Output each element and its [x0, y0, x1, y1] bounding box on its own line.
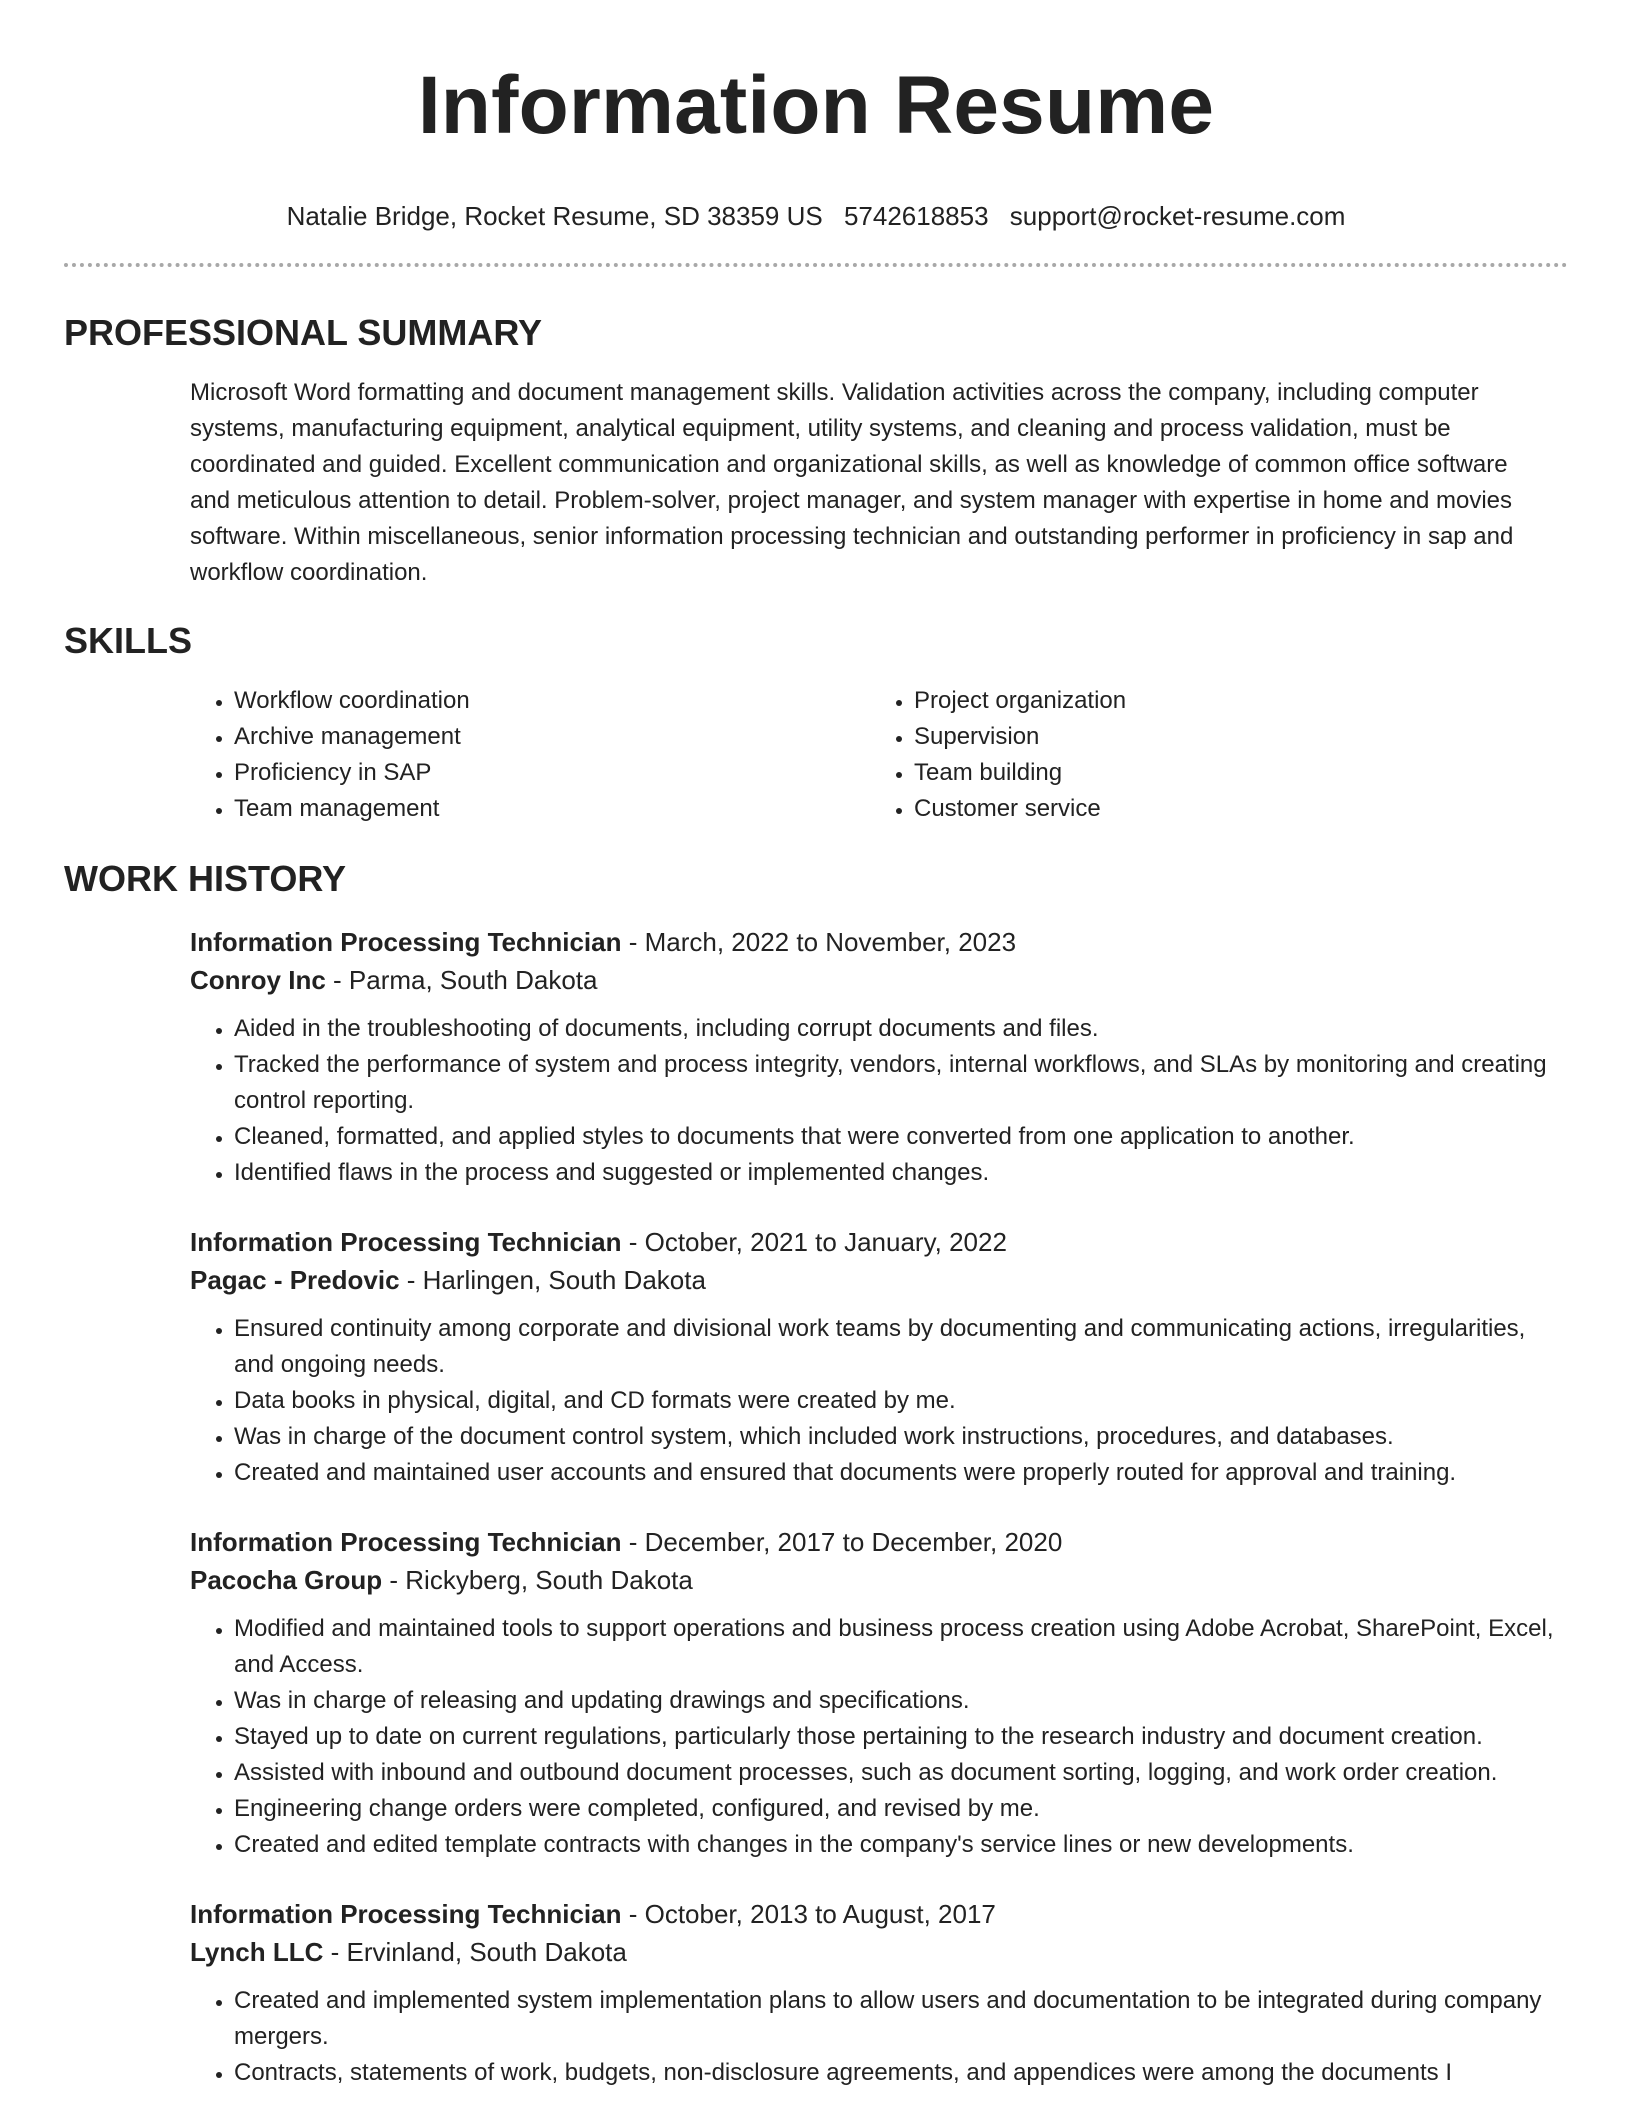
- job-company-line: [190, 961, 1568, 999]
- skill-item: • Workflow coordination: [234, 683, 870, 719]
- skills-column-left: [190, 683, 870, 827]
- job-bullets: [190, 1011, 1568, 1191]
- job-company: Lynch LLC: [190, 1937, 324, 1967]
- summary-heading: PROFESSIONAL SUMMARY: [64, 312, 543, 353]
- job-bullet: • Was in charge of the document control system, which included work instructions, procedures, and databases.: [234, 1419, 1568, 1455]
- contact-email: support@rocket-resume.com: [1009, 201, 1346, 231]
- summary-text: Microsoft Word formatting and document management skills. Validation activities across the company, including computer systems, manufacturing equipment, analytical equipment, utility systems, and cleaning and process validation, must be coordinated and guided. Excellent communication and organizational skills, as well as knowledge of common office software and meticulous attention to detail. Problem-solver, project manager, and system manager with expertise in home and movies software. Within miscellaneous, senior information processing technician and outstanding performer in proficiency in sap and workflow coordination.: [190, 379, 1514, 586]
- job-bullets: [190, 1311, 1568, 1491]
- work-history-section: [64, 857, 1568, 2091]
- resume-title: Information Resume: [417, 60, 1215, 151]
- job-title-line: [190, 1223, 1568, 1261]
- skill-item: • Team building: [914, 755, 1550, 791]
- job-company: Pacocha Group: [190, 1565, 383, 1595]
- job-bullet: • Stayed up to date on current regulations, particularly those pertaining to the research industry and document creation.: [234, 1719, 1568, 1755]
- job-title-line: [190, 923, 1568, 961]
- job-bullet: • Modified and maintained tools to support operations and business process creation using Adobe Acrobat, SharePoint, Excel, and Access.: [234, 1611, 1568, 1683]
- skill-item: • Supervision: [914, 719, 1550, 755]
- job-bullet: • Data books in physical, digital, and CD formats were created by me.: [234, 1383, 1568, 1419]
- job-company: Conroy Inc: [190, 965, 326, 995]
- summary-section: [64, 311, 1568, 591]
- job-company-line: [190, 1561, 1568, 1599]
- contact-phone: 5742618853: [843, 201, 989, 231]
- skills-section: [64, 619, 1568, 827]
- job-bullet: • Ensured continuity among corporate and divisional work teams by documenting and communicating actions, irregularities, and ongoing needs.: [234, 1311, 1568, 1383]
- job-location: - Rickyberg, South Dakota: [382, 1565, 693, 1595]
- job-bullets: [190, 1611, 1568, 1863]
- job-title: Information Processing Technician: [190, 1227, 622, 1257]
- job-dates: - October, 2013 to August, 2017: [621, 1899, 996, 1929]
- job-bullet: • Created and edited template contracts with changes in the company's service lines or new developments.: [234, 1827, 1568, 1863]
- job-location: - Harlingen, South Dakota: [399, 1265, 706, 1295]
- job-bullet: • Contracts, statements of work, budgets, non-disclosure agreements, and appendices were among the documents I: [234, 2055, 1568, 2091]
- job-bullet: • Tracked the performance of system and process integrity, vendors, internal workflows, and SLAs by monitoring and creating control reporting.: [234, 1047, 1568, 1119]
- contact-address: Natalie Bridge, Rocket Resume, SD 38359 US: [286, 201, 823, 231]
- job-dates: - March, 2022 to November, 2023: [621, 927, 1017, 957]
- job-title-line: [190, 1523, 1568, 1561]
- job-bullets: [190, 1983, 1568, 2091]
- job-company-line: [190, 1933, 1568, 1971]
- skill-item: • Proficiency in SAP: [234, 755, 870, 791]
- skills-heading: SKILLS: [64, 620, 193, 661]
- job-company-line: [190, 1261, 1568, 1299]
- header-divider: [64, 263, 1568, 267]
- job-bullet: • Engineering change orders were completed, configured, and revised by me.: [234, 1791, 1568, 1827]
- job-dates: - December, 2017 to December, 2020: [621, 1527, 1063, 1557]
- job-dates: - October, 2021 to January, 2022: [621, 1227, 1007, 1257]
- job-bullet: • Created and maintained user accounts and ensured that documents were properly routed for approval and training.: [234, 1455, 1568, 1491]
- skills-column-right: [870, 683, 1550, 827]
- skill-item: • Team management: [234, 791, 870, 827]
- job-entry: [64, 1223, 1568, 1491]
- skill-item: • Archive management: [234, 719, 870, 755]
- job-title: Information Processing Technician: [190, 927, 622, 957]
- job-location: - Ervinland, South Dakota: [323, 1937, 627, 1967]
- contact-line: [64, 198, 1568, 234]
- job-location: - Parma, South Dakota: [325, 965, 598, 995]
- skill-item: • Project organization: [914, 683, 1550, 719]
- job-entry: [64, 923, 1568, 1191]
- job-title-line: [190, 1895, 1568, 1933]
- skill-item: • Customer service: [914, 791, 1550, 827]
- job-bullet: • Created and implemented system implementation plans to allow users and documentation to be integrated during company mergers.: [234, 1983, 1568, 2055]
- job-title: Information Processing Technician: [190, 1527, 622, 1557]
- job-bullet: • Aided in the troubleshooting of documents, including corrupt documents and files.: [234, 1011, 1568, 1047]
- job-entry: [64, 1523, 1568, 1863]
- job-bullet: • Identified flaws in the process and suggested or implemented changes.: [234, 1155, 1568, 1191]
- job-bullet: • Was in charge of releasing and updating drawings and specifications.: [234, 1683, 1568, 1719]
- job-company: Pagac - Predovic: [190, 1265, 400, 1295]
- job-title: Information Processing Technician: [190, 1899, 622, 1929]
- job-entry: [64, 1895, 1568, 2091]
- work-history-heading: WORK HISTORY: [64, 858, 347, 899]
- job-bullet: • Assisted with inbound and outbound document processes, such as document sorting, logging, and work order creation.: [234, 1755, 1568, 1791]
- job-bullet: • Cleaned, formatted, and applied styles to documents that were converted from one application to another.: [234, 1119, 1568, 1155]
- skills-list: [64, 683, 1568, 827]
